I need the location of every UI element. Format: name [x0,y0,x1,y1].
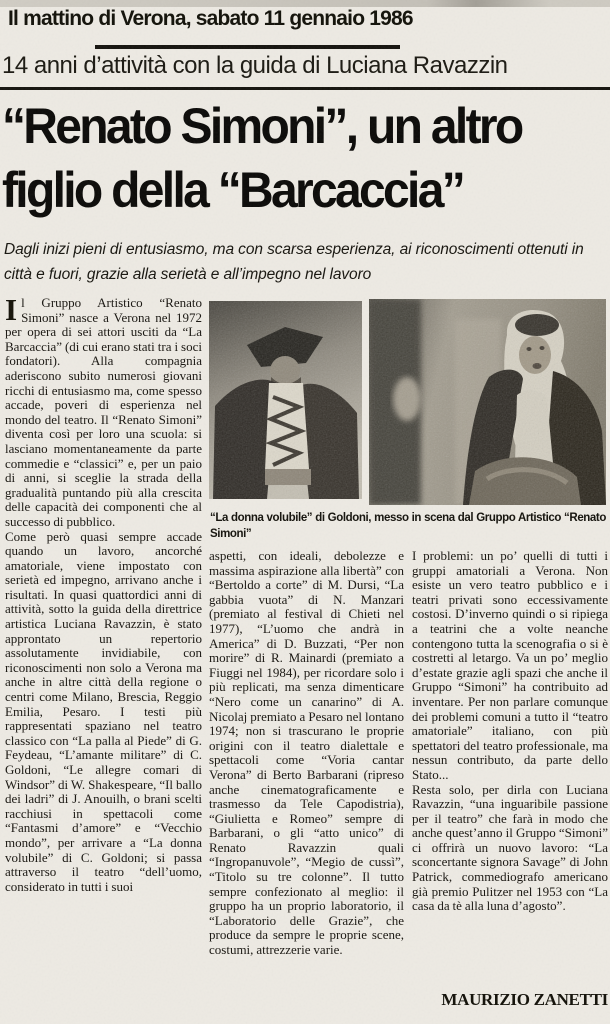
stage-photo-left-art [209,301,362,499]
paragraph: Resta solo, per dirla con Luciana Ravazzin, “una inguaribile passione per il teatro” che farà in modo che anche quest’anno il Gruppo “Simoni” ci offrirà un nuovo lavoro: “La sconcertante signora Savage” di John Patrick, commediografo americano già premio Pulitzer nel 1953 con “La casa da tè alla luna d’agosto”. [412,781,608,914]
paragraph: aspetti, con ideali, debolezze e massima aspirazione alla libertà” con “Bertoldo a corte” di M. Dursi, “La gabbia vuota” di N. Manzari (premiato al festival di Chieti nel 1977), “L’uomo che andrà in America” di D. Buzzati, “Per non morire” di R. Mainardi (premiato a Fiuggi nel 1984), per ricordare solo i più replicati, ma senza dimenticare “Nero come un canarino” di A. Nicolaj premiato a Pesaro nel lontano 1974; non si trascurano le proprie origini con il teatro dialettale e spettacoli come “Voria cantar Verona” di Berto Barbarani (ripreso anche cinematograficamente e trasmesso da Tele Capodistria), “Giulietta e Romeo” sempre di Barbarani, o gli “atto unico” di Renato Ravazzin quali “Ingropanuvole”, “Megio de cussì”, “Titolo su tre colonne”. Il tutto sempre confezionato al meglio: il gruppo ha un proprio laboratorio, il “Laboratorio delle Grazie”, che produce da sempre le proprie scene, costumi, attrezzerie varie. [209,549,404,958]
halftone-grain [369,299,606,505]
stage-photo-right-art [369,299,606,505]
paragraph [5,296,202,530]
masthead-dateline: Il mattino di Verona, sabato 11 gennaio 1986 [8,7,413,30]
article-headline [2,94,586,222]
article-column-3 [412,549,608,987]
headline-line-2: figlio della “Barcaccia” [2,162,464,218]
drop-cap: I [5,296,18,327]
paragraph: I problemi: un po’ quelli di tutti i gruppi amatoriali a Verona. Non esiste un vero teatro pubblico e i teatri privati sono eccessivamente costosi. D’inverno quindi o si ripiega a teatrini che a volte neanche contengono tutta la scenografia o si è costretti al letargo. Va un po’ meglio d’estate grazie agli spazi che anche il Gruppo “Simoni” ha contribuito ad inventare. Per non parlare comunque dei problemi comuni a tutto il “teatro amatoriale” italiano, con più spettatori del teatro professionale, ma nessun contributo, da parte dello Stato... [412,549,608,782]
halftone-grain [209,301,362,499]
article-column-2 [209,549,404,1016]
masthead-underline [95,45,400,49]
scan-edge-artifact [0,0,610,7]
stage-photo-right [369,299,606,505]
article-column-1 [5,296,202,1016]
paragraph-text: l Gruppo Artistico “Renato Simoni” nasce a Verona nel 1972 per opera di sei attori usciti da “La Barcaccia” (di cui erano stati tra i soci fondatori). Alla compagnia aderiscono subito numerosi giovani ricchi di entusiasmo ma, come spesso accade, poveri di esperienza nel mondo del teatro. Il “Renato Simoni” diventa così per loro una scuola: si lasciano momentaneamente da parte commedie e “classici” e, per un paio di anni, si sceglie la strada della gradualità puntando più alla crescita delle capacità dei componenti che al successo di pubblico. [5,296,202,529]
photo-caption: “La donna volubile” di Goldoni, messo in scena dal Gruppo Artistico “Renato Simoni” [210,512,606,540]
paragraph: Come però quasi sempre accade quando un lavoro, ancorché amatoriale, viene impostato con serietà ed impegno, arrivano anche i risultati. In quasi quattordici anni di attività, sotto la guida della direttrice artistica Luciana Ravazzin, è stato approntato un repertorio assolutamente invidiabile, con riconoscimenti non solo a Verona ma anche in altre città della regione o centri come Milano, Brescia, Reggio Emilia, Pesaro. I testi più rappresentati spaziano nel teatro classico con “La palla al Piede” di G. Feydeau, “L’amante militare” di C. Goldoni, “Le allegre comari di Windsor” di W. Shakespeare, “Il ballo dei ladri” di J. Anouilh, o brani scelti racchiusi in spettacoli come “Fantasmi d’amore” e “Vecchio mondo”, per arrivare a “La donna volubile” di C. Goldoni; si passa attraverso il teatro “dell’uomo, considerato in tutti i suoi [5,528,202,894]
standfirst: Dagli inizi pieni di entusiasmo, ma con scarsa esperienza, ai riconoscimenti ottenuti in città e fuori, grazie alla serietà e all’impegno nel lavoro [4,241,584,283]
kicker-underline [0,87,610,90]
stage-photo-left [209,301,362,499]
author-byline: MAURIZIO ZANETTI [441,990,608,1009]
kicker-line: 14 anni d’attività con la guida di Luciana Ravazzin [2,52,508,79]
headline-line-1: “Renato Simoni”, un altro [2,98,522,154]
